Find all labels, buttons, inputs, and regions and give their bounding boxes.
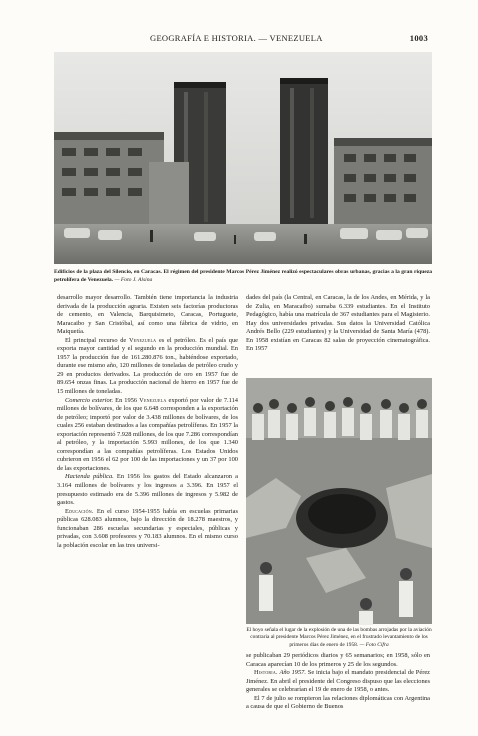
public-finance-body: En 1956 los gastos del Estado alcanzaron a 3.164 millones de bolívares y los ingresos a 3.396. En 1957 el presupuesto estimado era de 5.396 millones de ingresos y 5.982 de gastos.: [57, 473, 238, 507]
right-column-top: [246, 294, 430, 372]
public-finance-label: Hacienda pública.: [65, 473, 114, 481]
right-column-bottom: [246, 652, 430, 711]
history-year: Año 1957.: [277, 669, 306, 677]
petroleum-body: es el petróleo. Es el país que exporta mayor cantidad y el segundo en la producción mundial. En 1957 la producción fue de 161.280.876 ton., habiéndose exportado, durante ese mismo año, 120 millones de toneladas de petróleo crudo y 29 en productos derivados. La producción de oro en 1957 fue de 89.654 onzas finas. La producción nacional de hierro en 1957 fue de 15 millones de toneladas.: [57, 336, 239, 396]
paragraph-press: se publicaban 29 periódicos diarios y 65 semanarios; en 1958, sólo en Caracas aparecían 10 de los primeros y 25 de los segundos.: [246, 652, 430, 668]
mid-caption-text: El hoyo señala el lugar de la explosión de una de las bombas arrojadas por la aviación contraria al presidente Marcos Pérez Jiménez, en el frustrado levantamiento de los primeros días de enero de 1958.: [246, 627, 432, 648]
top-photo-caption: [54, 268, 432, 284]
mid-caption-credit: — Foto Cifra: [358, 641, 389, 648]
paragraph-industry: desarrollo mayor desarrollo. También tiene importancia la industria derivada de la producción agraria. Existen seis factorías productoras de cemento, en Valencia, Barquisimeto, Caracas, Portuguete, Maracaibo y San Cristóbal, así como una fábrica de vidrio, en Maiquetía.: [57, 294, 238, 336]
paragraph-education: [57, 508, 238, 551]
top-caption-text: Edificios de la plaza del Silencio, en Caracas. El régimen del presidente Marcos Pérez Jiménez realizó espectaculares obras urbanas, gracias a la gran riqueza petrolífera de Venezuela.: [54, 269, 432, 283]
running-head: [0, 33, 478, 47]
paragraph-argentina: El 7 de julio se rompieron las relaciones diplomáticas con Argentina a causa de que el Gobierno de Buenos: [246, 694, 430, 711]
paragraph-public-finance: [57, 473, 238, 507]
petroleum-lead: El principal recurso de: [65, 336, 129, 344]
history-body: Se inicia bajo el mandato presidencial de Pérez Jiménez. En abril el presidente del Congreso dispuso que las elecciones generales se celebrarían el 19 de enero de 1958, o antes.: [246, 669, 430, 694]
foreign-trade-lead: En 1956: [113, 396, 140, 404]
foreign-trade-label: Comercio exterior.: [65, 396, 114, 404]
left-column: [57, 294, 238, 704]
foreign-trade-body: exportó por valor de 7.114 millones de bolívares, de los que 6.648 corresponden a la exportación de petróleo; importó por valor de 3.438 millones de bolívares, de los cuales 256 estaban destinados a las compañías petrolíferas. En 1957 la exportación representó 7.928 millones, de los que 7.286 correspondían al petróleo, y la importación 5.993 millones, de los que 1.340 correspondían a las compañías petrolíferas. Los Estados Unidos cubrieron en 1956 el 62 por 100 de las importaciones y un 37 por 100 de las exportaciones.: [57, 396, 238, 472]
foreign-trade-country: Venezuela: [139, 396, 167, 404]
mid-photo-caption: [246, 627, 432, 649]
education-label: Educación.: [65, 507, 94, 515]
photo-plaza-towers: [54, 52, 432, 264]
paragraph-universities: dades del país (la Central, en Caracas, la de los Andes, en Mérida, y la de Zulia, en Maracaibo) sumaba 6.339 estudiantes. En el Instituto Pedagógico, había una matrícula de 367 estudiantes para el Magisterio. Hay dos universidades privadas. Sus datos la Universidad Católica Andrés Bello (229 estudiantes) y la Universidad de Santa María (478). En 1958 existían en Caracas 82 salas de proyección cinematográfica. En 1957: [246, 294, 430, 353]
petroleum-country: Venezuela: [128, 336, 157, 344]
paragraph-foreign-trade: [57, 397, 238, 474]
education-body: En el curso 1954-1955 había en escuelas primarias públicas 628.083 alumnos, bajo la dirección de 18.278 maestros, y funcionaban 286 escuelas secundarias y especiales, públicas y privadas, con 3.608 profesores y 70.183 alumnos. En el mismo curso la población escolar en las tres universi-: [57, 507, 238, 549]
paragraph-petroleum: [57, 337, 238, 397]
history-label: Historia.: [254, 669, 278, 677]
top-caption-credit: — Foto J. Alsina: [113, 277, 153, 283]
running-head-title: GEOGRAFÍA E HISTORIA. — VENEZUELA: [150, 33, 323, 43]
photo-bomb-crater: [246, 378, 432, 624]
page-number: 1003: [409, 33, 428, 43]
paragraph-history: [246, 669, 430, 695]
